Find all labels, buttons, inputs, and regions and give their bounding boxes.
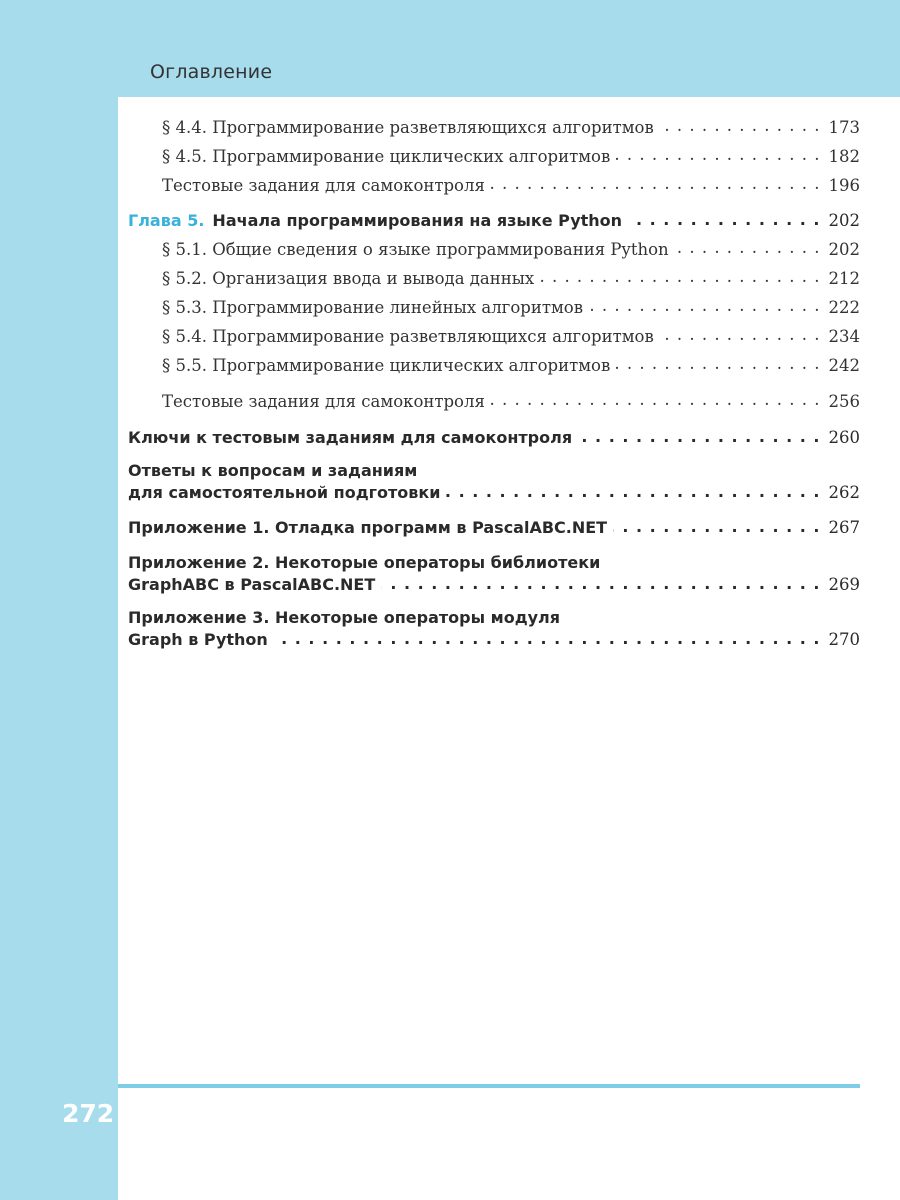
toc-entry-text: Тестовые задания для самоконтроля — [162, 391, 485, 411]
toc-page-number: 242 — [828, 355, 860, 375]
dot-leader — [274, 629, 821, 645]
dot-leader — [540, 267, 820, 284]
toc-page-number: 270 — [828, 630, 860, 649]
toc-entry-appendix-3-line1: Приложение 3. Некоторые операторы модуля — [128, 608, 561, 627]
dot-leader — [491, 390, 821, 407]
toc-entry-answers-line1: Ответы к вопросам и заданиям — [128, 461, 418, 480]
toc-entry-text: для самостоятельной подготовки — [128, 483, 441, 502]
toc-entry-text: Ключи к тестовым заданиям для самоконтроля — [128, 428, 573, 447]
toc-page-number: 196 — [828, 175, 860, 195]
dot-leader — [628, 210, 820, 226]
toc-entry-text: Начала программирования на языке Python — [212, 211, 623, 230]
page-title: Оглавление — [150, 61, 273, 83]
toc-entry-5-4[interactable] — [162, 325, 860, 346]
toc-page-number: 222 — [828, 297, 860, 317]
footer-rule — [118, 1084, 860, 1088]
dot-leader — [616, 145, 820, 162]
toc-page-number: 267 — [828, 518, 860, 537]
toc-entry-text: § 5.2. Организация ввода и вывода данных — [162, 268, 535, 288]
toc-entry-test-5[interactable] — [162, 390, 860, 411]
dot-leader — [578, 427, 820, 443]
toc-page-number: 256 — [828, 391, 860, 411]
toc-page-number: 260 — [828, 428, 860, 447]
toc-entry-text: § 5.3. Программирование линейных алгоритмов — [162, 297, 584, 317]
dot-leader — [446, 482, 820, 498]
toc-entry-text: § 5.1. Общие сведения о языке программирования Python — [162, 239, 669, 259]
toc-entry-text: § 4.4. Программирование разветвляющихся алгоритмов — [162, 117, 654, 137]
toc-page-number: 234 — [828, 326, 860, 346]
toc-entry-5-3[interactable] — [162, 296, 860, 317]
toc-entry-4-5[interactable] — [162, 145, 860, 166]
dot-leader — [381, 574, 820, 590]
toc-entry-text: Приложение 1. Отладка программ в PascalABC.NET — [128, 518, 608, 537]
chapter-label: Глава 5. — [128, 211, 205, 230]
dot-leader — [613, 517, 820, 533]
toc-chapter-5[interactable] — [128, 210, 860, 230]
toc-entry-appendix-2[interactable] — [128, 574, 860, 594]
toc-page-number: 202 — [828, 239, 860, 259]
toc-entry-appendix-3[interactable] — [128, 629, 860, 649]
dot-leader — [660, 116, 821, 133]
toc-entry-5-5[interactable] — [162, 354, 860, 375]
toc-entry-text: § 5.4. Программирование разветвляющихся алгоритмов — [162, 326, 654, 346]
dot-leader — [589, 296, 820, 313]
toc-entry-5-2[interactable] — [162, 267, 860, 288]
toc-entry-text: Тестовые задания для самоконтроля — [162, 175, 485, 195]
toc-page-number: 173 — [828, 117, 860, 137]
footer-page-number: 272 — [62, 1099, 115, 1128]
toc-entry-5-1[interactable] — [162, 238, 860, 259]
toc-entry-4-4[interactable] — [162, 116, 860, 137]
toc-page-number: 182 — [828, 146, 860, 166]
toc-entry-test-4[interactable] — [162, 174, 860, 195]
toc-entry-answers[interactable] — [128, 482, 860, 502]
dot-leader — [491, 174, 821, 191]
toc-page-number: 262 — [828, 483, 860, 502]
toc-entry-text: § 4.5. Программирование циклических алгоритмов — [162, 146, 611, 166]
toc-entry-text: Graph в Python — [128, 630, 268, 649]
toc-entry-keys[interactable] — [128, 427, 860, 447]
dot-leader — [675, 238, 821, 255]
toc-entry-appendix-2-line1: Приложение 2. Некоторые операторы библиотеки — [128, 553, 601, 572]
dot-leader — [660, 325, 821, 342]
toc-page-number: 212 — [828, 268, 860, 288]
dot-leader — [616, 354, 820, 371]
toc-page-number: 202 — [828, 211, 860, 230]
toc-entry-text: GraphABC в PascalABC.NET — [128, 575, 376, 594]
toc-entry-appendix-1[interactable] — [128, 517, 860, 537]
toc-page-number: 269 — [828, 575, 860, 594]
toc-entry-text: § 5.5. Программирование циклических алгоритмов — [162, 355, 611, 375]
